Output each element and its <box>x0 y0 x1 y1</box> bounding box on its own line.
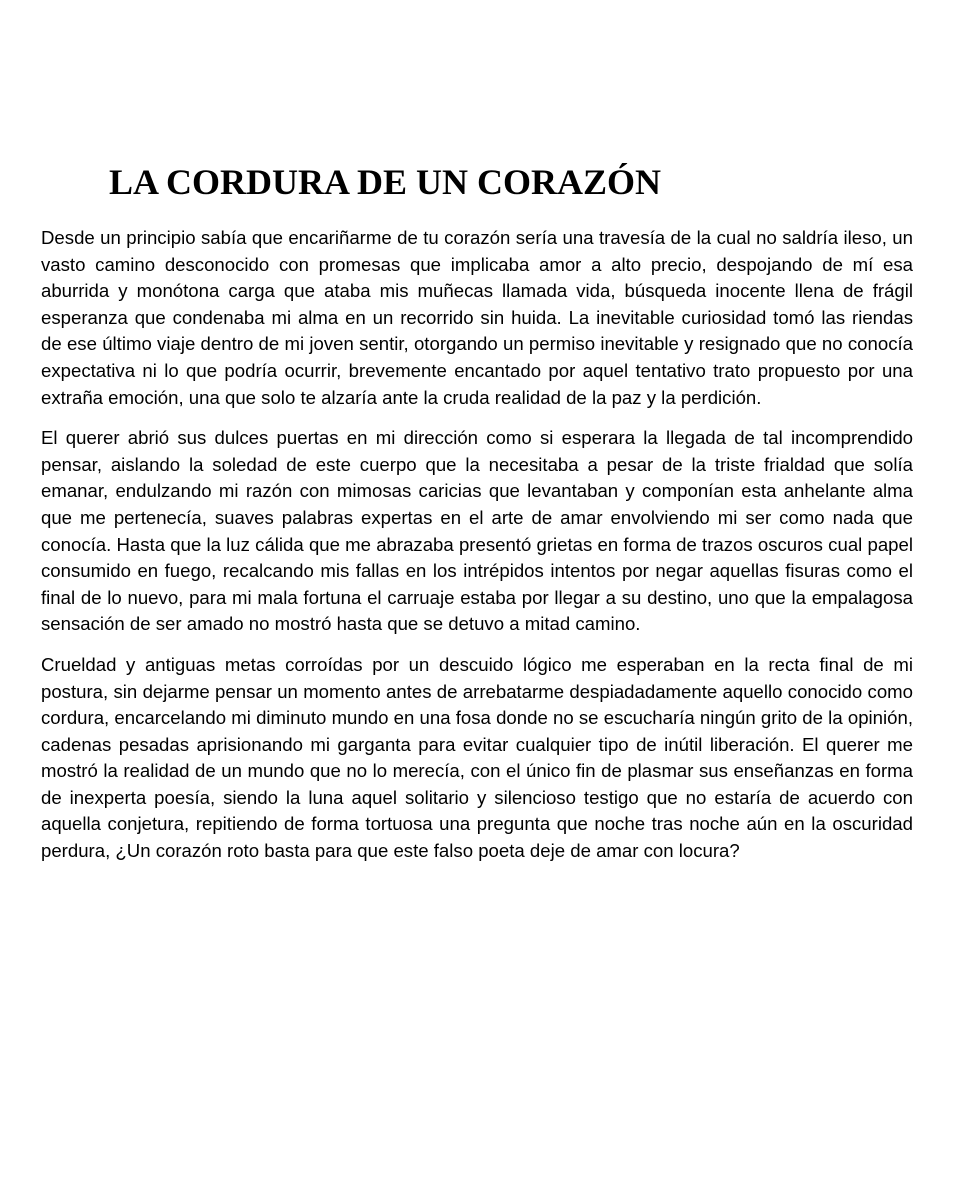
paragraph-2: El querer abrió sus dulces puertas en mi dirección como si esperara la llegada de tal incomprendido pensar, aislando la soledad de este cuerpo que la necesitaba a pesar de la triste frialdad que solía emanar, endulzando mi razón con mimosas caricias que levantaban y componían esta anhelante alma que me pertenecía, suaves palabras expertas en el arte de amar envolviendo mi ser como nada que conocía. Hasta que la luz cálida que me abrazaba presentó grietas en forma de trazos oscuros cual papel consumido en fuego, recalcando mis fallas en los intrépidos intentos por negar aquellas fisuras como el final de lo nuevo, para mi mala fortuna el carruaje estaba por llegar a su destino, uno que la empalagosa sensación de ser amado no mostró hasta que se detuvo a mitad camino. <box>41 427 913 635</box>
paragraph-1: Desde un principio sabía que encariñarme de tu corazón sería una travesía de la cual no saldría ileso, un vasto camino desconocido con promesas que implicaba amor a alto precio, despojando de mí esa aburrida y monótona carga que ataba mis muñecas llamada vida, búsqueda inocente llena de frágil esperanza que condenaba mi alma en un recorrido sin huida. La inevitable curiosidad tomó las riendas de ese último viaje dentro de mi joven sentir, otorgando un permiso inevitable y resignado que no conocía expectativa ni lo que podría ocurrir, brevemente encantado por aquel tentativo trato propuesto por una extraña emoción, una que solo te alzaría ante la cruda realidad de la paz y la perdición. <box>41 227 913 408</box>
document-title: LA CORDURA DE UN CORAZÓN <box>109 162 662 202</box>
document-body <box>41 225 913 879</box>
paragraph-3: Crueldad y antiguas metas corroídas por un descuido lógico me esperaban en la recta final de mi postura, sin dejarme pensar un momento antes de arrebatarme despiadadamente aquello conocido como cordura, encarcelando mi diminuto mundo en una fosa donde no se escucharía ningún grito de la opinión, cadenas pesadas aprisionando mi garganta para evitar cualquier tipo de inútil liberación. El querer me mostró la realidad de un mundo que no lo merecía, con el único fin de plasmar sus enseñanzas en forma de inexperta poesía, siendo la luna aquel solitario y silencioso testigo que no estaría de acuerdo con aquella conjetura, repitiendo de forma tortuosa una pregunta que noche tras noche aún en la oscuridad perdura, ¿Un corazón roto basta para que este falso poeta deje de amar con locura? <box>41 653 913 862</box>
